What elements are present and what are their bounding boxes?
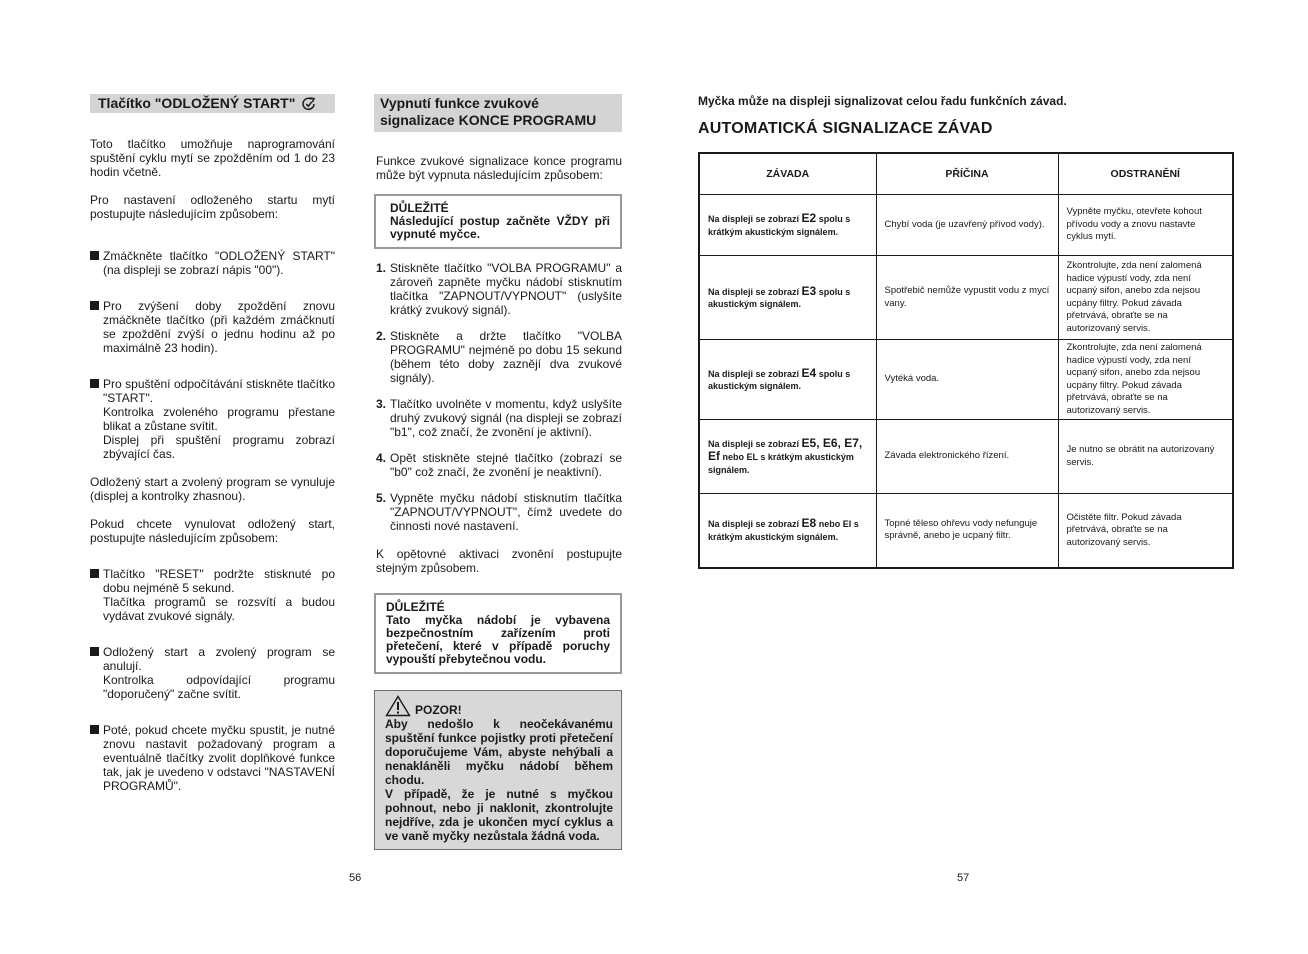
important-box [374, 194, 622, 249]
fault-text: Na displeji se zobrazí [708, 286, 802, 297]
remedy-cell: Očistěte filtr. Pokud závada přetrvává, obraťte se na autorizovaný servis. [1058, 494, 1233, 568]
paragraph: K opětovné aktivaci zvonění postupujte stejným způsobem. [376, 547, 622, 575]
step-number: 1. [376, 261, 387, 275]
fault-code: E3 [801, 283, 817, 298]
left-column [90, 94, 335, 793]
page-number: 57 [957, 872, 970, 884]
column-header: PŘÍČINA [876, 153, 1058, 195]
fault-text: Na displeji se zobrazí [708, 214, 802, 224]
table-row [699, 494, 1233, 568]
page-title: AUTOMATICKÁ SIGNALIZACE ZÁVAD [698, 120, 993, 137]
sound-signal-heading: Vypnutí funkce zvukové signalizace KONCE PROGRAMU [374, 94, 622, 132]
delayed-start-heading [90, 94, 335, 113]
bullet-square [90, 379, 99, 388]
bullet-square [90, 647, 99, 656]
step-text: Stiskněte tlačítko "VOLBA PROGRAMU" a zároveň zapněte myčku nádobí stisknutím tlačítka "ZAPNOUT/VYPNOUT" (uslyšíte krátký zvukový signál). [390, 261, 622, 317]
list-item-group [103, 377, 335, 461]
step-text: Vypněte myčku nádobí stisknutím tlačítka "ZAPNOUT/VYPNOUT", čímž uvedete do činnosti nové nastavení. [390, 491, 622, 533]
fault-code: E4 [801, 365, 817, 380]
important-title: DŮLEŽITÉ [390, 201, 449, 215]
list-item-text: Pro zvýšení doby zpoždění znovu zmáčkněte tlačítko (při každém zmáčknutí se zpoždění zvýší o jednu hodinu až po maximálně 23 hodin). [103, 299, 335, 355]
step-number: 2. [376, 329, 387, 343]
fault-text: Na displeji se zobrazí [708, 438, 802, 449]
list-item [90, 723, 335, 793]
fault-text: Na displeji se zobrazí [708, 368, 802, 379]
step-text: Tlačítko uvolněte v momentu, když uslyšíte druhý zvukový signál (na displeji se zobrazí "b1", což značí, že zvonění je aktivní). [390, 397, 622, 439]
step-item [376, 451, 622, 479]
step-item [376, 491, 622, 533]
intro-text: Myčka může na displeji signalizovat celou řadu funkčních závad. [698, 94, 1067, 108]
fault-code: E8 [801, 516, 817, 531]
important-text: Následující postup začněte VŽDY při vypnuté myčce. [390, 214, 610, 241]
delayed-start-title: Tlačítko "ODLOŽENÝ START" [98, 95, 296, 111]
fault-code: E2 [801, 211, 817, 225]
warning-text: Aby nedošlo k neočekávanému spuštění funkce pojistky proti přetečení doporučujeme Vám, abyste nehýbali a nenakláněli myčku nádobí během chodu. [385, 717, 613, 787]
important-box [374, 593, 622, 674]
bullet-square [90, 725, 99, 734]
list-item-text: Odložený start a zvolený program se anulují. [103, 645, 335, 673]
cause-cell: Vytéká voda. [876, 340, 1058, 420]
fault-cell [699, 420, 876, 494]
remedy-cell: Zkontrolujte, zda není zalomená hadice výpustí vody, zda není ucpaný sifon, anebo zda nejsou ucpány filtry. Pokud závada přetrvává, obraťte se na autorizovaný servis. [1058, 340, 1233, 420]
right-page [698, 94, 1232, 569]
step-item [376, 261, 622, 317]
page-number: 56 [349, 872, 362, 884]
remedy-cell: Vypněte myčku, otevřete kohout přívodu vody a znovu nastavte cyklus mytí. [1058, 195, 1233, 256]
fault-cell [699, 340, 876, 420]
remedy-cell: Je nutno se obrátit na autorizovaný servis. [1058, 420, 1233, 494]
step-text: Stiskněte a držte tlačítko "VOLBA PROGRAMU" nejméně po dobu 15 sekund (během této doby zaznějí dva zvukové signály). [390, 329, 622, 385]
table-row [699, 195, 1233, 256]
middle-column [374, 94, 622, 850]
fault-text: spolu s akustickým signálem. [708, 286, 851, 309]
list-item-text: Zmáčkněte tlačítko "ODLOŽENÝ START" (na displeji se zobrazí nápis "00"). [103, 249, 335, 277]
cause-cell: Spotřebič nemůže vypustit vodu z mycí vany. [876, 256, 1058, 340]
list-item [90, 645, 335, 701]
table-body [699, 195, 1233, 568]
bullet-square [90, 569, 99, 578]
warning-box [374, 690, 622, 850]
paragraph: Pokud chcete vynulovat odložený start, postupujte následujícím způsobem: [90, 517, 335, 545]
cause-cell: Chybí voda (je uzavřený přívod vody). [876, 195, 1058, 256]
important-text: Tato myčka nádobí je vybavena bezpečnostním zařízením proti přetečení, které v případě poruchy vypouští přebytečnou vodu. [386, 613, 610, 666]
column-header: ZÁVADA [699, 153, 876, 195]
delayed-start-icon [301, 96, 317, 112]
step-number: 3. [376, 397, 387, 411]
cause-cell: Topné těleso ohřevu vody nefunguje správně, anebo je ucpaný filtr. [876, 494, 1058, 568]
step-item [376, 397, 622, 439]
warning-header [385, 695, 613, 717]
bullet-square [90, 301, 99, 310]
fault-text: nebo EI s krátkým akustickým signálem. [708, 519, 859, 542]
list-item-text: Tlačítka programů se rozsvítí a budou vydávat zvukové signály. [103, 595, 335, 623]
bullet-square [90, 251, 99, 260]
column-header: ODSTRANĚNÍ [1058, 153, 1233, 195]
step-item [376, 329, 622, 385]
step-number: 5. [376, 491, 387, 505]
step-number: 4. [376, 451, 387, 465]
fault-cell [699, 494, 876, 568]
list-item-text: Pro spuštění odpočítávání stiskněte tlačítko "START". [103, 377, 335, 405]
list-item-text: Displej při spuštění programu zobrazí zbývající čas. [103, 433, 335, 461]
fault-code: E5, E6, E7, Ef [708, 435, 863, 464]
list-item-group [103, 567, 335, 623]
paragraph: Funkce zvukové signalizace konce programu může být vypnuta následujícím způsobem: [376, 154, 622, 182]
list-item [90, 249, 335, 277]
step-text: Opět stiskněte stejné tlačítko (zobrazí se "b0" což značí, že zvonění je neaktivní). [390, 451, 622, 479]
steps-list [374, 261, 622, 533]
list-item [90, 299, 335, 355]
table-row [699, 256, 1233, 340]
fault-text: nebo EL s krátkým akustickým signálem. [708, 452, 854, 475]
list-item-text: Tlačítko "RESET" podržte stisknuté po dobu nejméně 5 sekund. [103, 567, 335, 595]
table-row [699, 420, 1233, 494]
list-item-text: Kontrolka odpovídající programu "doporučený" začne svítit. [103, 673, 335, 701]
fault-cell [699, 195, 876, 256]
list-item-group [103, 645, 335, 701]
important-title: DŮLEŽITÉ [386, 600, 445, 614]
fault-text: spolu s akustickým signálem. [708, 368, 851, 391]
table-row [699, 340, 1233, 420]
remedy-cell: Zkontrolujte, zda není zalomená hadice výpustí vody, zda není ucpaný sifon, anebo zda nejsou ucpány filtry. Pokud závada přetrvává, obraťte se na autorizovaný servis. [1058, 256, 1233, 340]
fault-text: Na displeji se zobrazí [708, 519, 802, 530]
paragraph: Odložený start a zvolený program se vynuluje (displej a kontrolky zhasnou). [90, 475, 335, 503]
list-item-text: Kontrolka zvoleného programu přestane blikat a zůstane svítit. [103, 405, 335, 433]
list-item [90, 377, 335, 461]
warning-triangle-icon [385, 695, 411, 717]
list-item-text: Poté, pokud chcete myčku spustit, je nutné znovu nastavit požadovaný program a eventuálně tlačítky zvolit doplňkové funkce tak, jak je uvedeno v odstavci "NASTAVENÍ PROGRAMŮ". [103, 723, 335, 793]
paragraph: Toto tlačítko umožňuje naprogramování spuštění cyklu mytí se zpožděním od 1 do 23 hodin včetně. [90, 137, 335, 179]
faults-table [698, 152, 1234, 569]
paragraph: Pro nastavení odloženého startu mytí postupujte následujícím způsobem: [90, 193, 335, 221]
cause-cell: Závada elektronického řízení. [876, 420, 1058, 494]
table-header-row [699, 153, 1233, 195]
warning-text: V případě, že je nutné s myčkou pohnout, nebo ji naklonit, zkontrolujte nejdříve, zda je ukončen mycí cyklus a ve vaně myčky nezůstala žádná voda. [385, 787, 613, 843]
fault-text: spolu s krátkým akustickým signálem. [708, 214, 851, 237]
fault-cell [699, 256, 876, 340]
warning-title: POZOR! [415, 703, 462, 717]
list-item [90, 567, 335, 623]
